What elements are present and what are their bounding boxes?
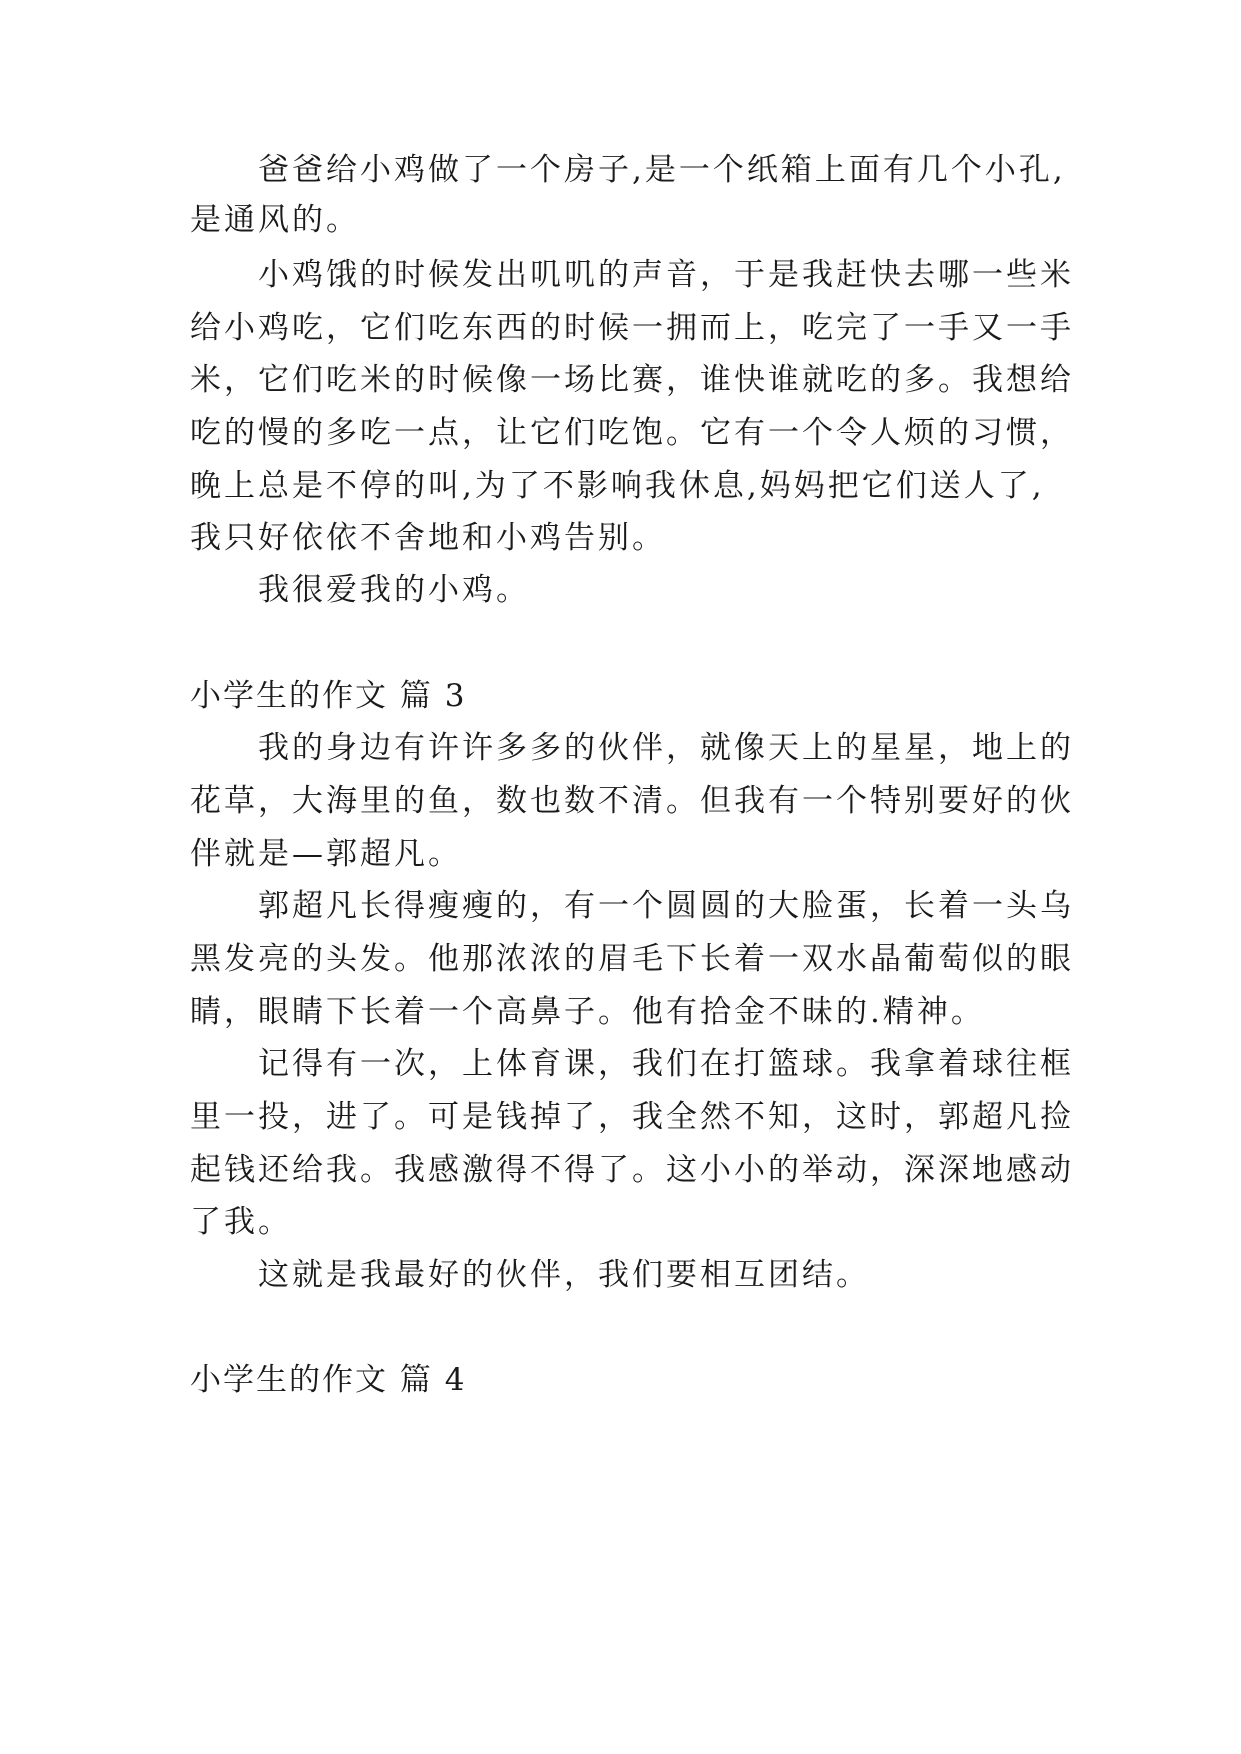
paragraph-line: 小鸡饿的时候发出叽叽的声音，于是我赶快去哪一些米 (258, 257, 1074, 293)
paragraph-line: 记得有一次，上体育课，我们在打篮球。我拿着球往框 (258, 1046, 1074, 1082)
paragraph-line: 了我。 (190, 1204, 292, 1240)
paragraph-line: 睛，眼睛下长着一个高鼻子。他有拾金不昧的.精神。 (190, 994, 985, 1030)
section-heading: 小学生的作文 篇 4 (190, 1362, 467, 1398)
paragraph-line: 给小鸡吃，它们吃东西的时候一拥而上，吃完了一手又一手 (190, 310, 1074, 346)
paragraph-line: 晚上总是不停的叫,为了不影响我休息,妈妈把它们送人了, (190, 468, 1045, 504)
paragraph-line: 吃的慢的多吃一点，让它们吃饱。它有一个令人烦的习惯， (190, 415, 1074, 451)
paragraph-line: 米，它们吃米的时候像一场比赛，谁快谁就吃的多。我想给 (190, 362, 1074, 398)
paragraph-line: 我只好依依不舍地和小鸡告别。 (190, 520, 666, 556)
paragraph-line: 伴就是—郭超凡。 (190, 836, 462, 872)
paragraph-line: 我很爱我的小鸡。 (258, 572, 530, 608)
paragraph-line: 郭超凡长得瘦瘦的，有一个圆圆的大脸蛋，长着一头乌 (258, 888, 1074, 924)
paragraph-line: 这就是我最好的伙伴，我们要相互团结。 (258, 1257, 870, 1293)
paragraph-line: 是通风的。 (190, 202, 360, 238)
paragraph-line: 黑发亮的头发。他那浓浓的眉毛下长着一双水晶葡萄似的眼 (190, 941, 1074, 977)
paragraph-line: 爸爸给小鸡做了一个房子,是一个纸箱上面有几个小孔, (258, 152, 1066, 188)
paragraph-line: 里一投，进了。可是钱掉了，我全然不知，这时，郭超凡捡 (190, 1099, 1074, 1135)
paragraph-line: 起钱还给我。我感激得不得了。这小小的举动，深深地感动 (190, 1152, 1074, 1188)
paragraph-line: 花草，大海里的鱼，数也数不清。但我有一个特别要好的伙 (190, 783, 1074, 819)
paragraph-line: 我的身边有许许多多的伙伴，就像天上的星星，地上的 (258, 730, 1074, 766)
section-heading: 小学生的作文 篇 3 (190, 678, 467, 714)
